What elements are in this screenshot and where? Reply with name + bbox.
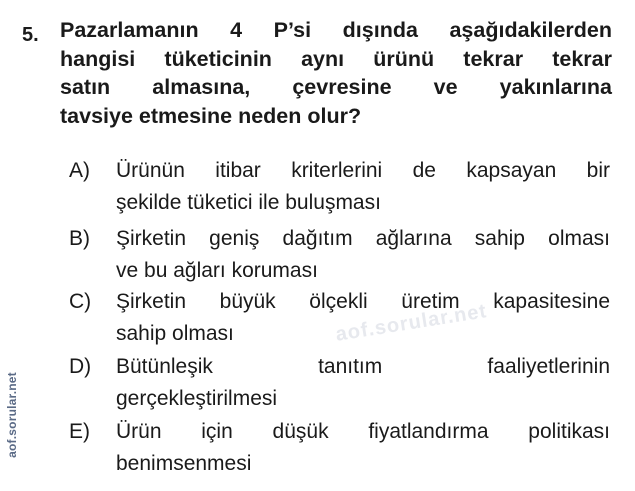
option-letter: D)	[69, 355, 92, 378]
option-letter: B)	[69, 227, 90, 250]
option-line: benimsenmesi	[116, 452, 252, 475]
option-line: şekilde tüketici ile buluşması	[116, 191, 381, 214]
question-line: Pazarlamanın 4 P’si dışında aşağıdakilerden	[60, 18, 612, 42]
option-text	[116, 416, 610, 480]
option-letter: C)	[69, 290, 92, 313]
center-watermark: aof.sorular.net	[334, 300, 489, 346]
side-watermark: aof.sorular.net	[5, 372, 19, 458]
option-line: Şirketin büyük ölçekli üretim kapasitesine	[116, 290, 610, 313]
option-line: sahip olması	[116, 322, 234, 345]
option-line: Ürün için düşük fiyatlandırma politikası	[116, 420, 610, 443]
option-text	[116, 155, 610, 219]
option-letter: A)	[69, 159, 90, 182]
question-line: tavsiye etmesine neden olur?	[60, 103, 362, 128]
question-line: hangisi tüketicinin aynı ürünü tekrar tekrar	[60, 46, 612, 71]
option-text	[116, 223, 610, 287]
option-line: Şirketin geniş dağıtım ağlarına sahip olması	[116, 227, 610, 250]
question-number: 5.	[22, 24, 39, 46]
option-line: ve bu ağları koruması	[116, 259, 318, 282]
option-text	[116, 351, 610, 415]
option-line: Bütünleşik tanıtım faaliyetlerinin	[116, 355, 610, 378]
option-line: gerçekleştirilmesi	[116, 387, 278, 410]
question-stem	[60, 16, 612, 130]
option-letter: E)	[69, 420, 90, 443]
option-line: Ürünün itibar kriterlerini de kapsayan bir	[116, 159, 610, 182]
question-line: satın almasına, çevresine ve yakınlarına	[60, 75, 612, 99]
option-text	[116, 286, 610, 350]
